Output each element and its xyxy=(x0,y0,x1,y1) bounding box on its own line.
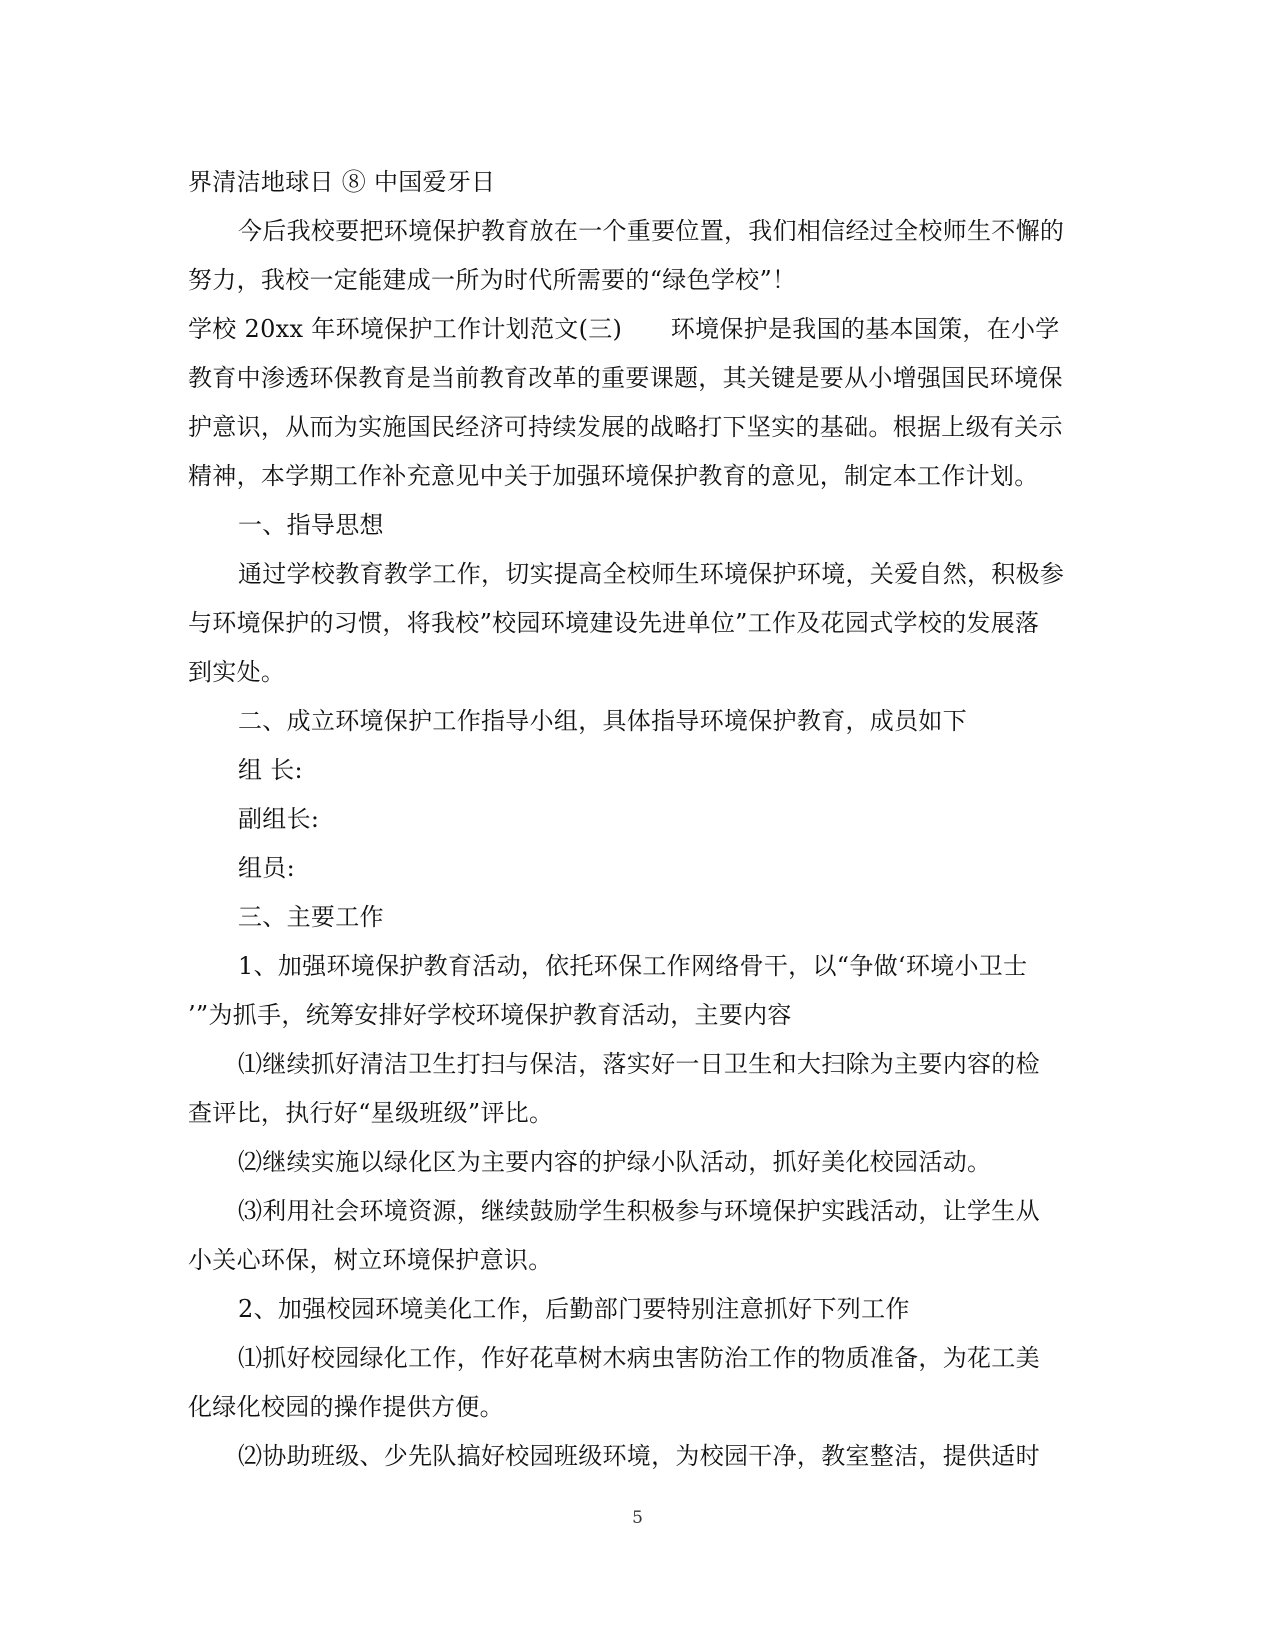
text-line: 2、加强校园环境美化工作，后勤部门要特别注意抓好下列工作 xyxy=(238,1295,910,1323)
text-line: 界清洁地球日 ⑧ 中国爱牙日 xyxy=(188,168,496,196)
text-line: 今后我校要把环境保护教育放在一个重要位置，我们相信经过全校师生不懈的 xyxy=(238,217,1065,245)
heading-guiding-ideology: 一、指导思想 xyxy=(238,511,384,539)
text-line: 到实处。 xyxy=(188,658,286,686)
text-line: 与环境保护的习惯，将我校”校园环境建设先进单位”工作及花园式学校的发展落 xyxy=(188,609,1040,637)
heading-main-work: 三、主要工作 xyxy=(238,903,384,931)
text-line: 小关心环保，树立环境保护意识。 xyxy=(188,1246,553,1274)
section-title-line: 学校 20xx 年环境保护工作计划范文(三) 环境保护是我国的基本国策，在小学 xyxy=(188,315,1060,343)
text-line: 化绿化校园的操作提供方便。 xyxy=(188,1393,504,1421)
page-number: 5 xyxy=(632,1508,643,1528)
text-line: ⑵协助班级、少先队搞好校园班级环境，为校园干净，教室整洁，提供适时 xyxy=(238,1442,1040,1470)
text-line: 通过学校教育教学工作，切实提高全校师生环境保护环境，关爱自然，积极参 xyxy=(238,560,1065,588)
group-leader-line: 组 长: xyxy=(238,756,303,784)
text-line: ⑶利用社会环境资源，继续鼓励学生积极参与环境保护实践活动，让学生从 xyxy=(238,1197,1040,1225)
text-line: 查评比，执行好“星级班级”评比。 xyxy=(188,1099,554,1127)
text-line: 教育中渗透环保教育是当前教育改革的重要课题，其关键是要从小增强国民环境保 xyxy=(188,364,1063,392)
heading-working-group: 二、成立环境保护工作指导小组，具体指导环境保护教育，成员如下 xyxy=(238,707,967,735)
text-line: ⑵继续实施以绿化区为主要内容的护绿小队活动，抓好美化校园活动。 xyxy=(238,1148,992,1176)
text-line: 精神，本学期工作补充意见中关于加强环境保护教育的意见，制定本工作计划。 xyxy=(188,462,1039,490)
text-line: ’”为抓手，统筹安排好学校环境保护教育活动，主要内容 xyxy=(188,1001,792,1029)
text-line: 努力，我校一定能建成一所为时代所需要的“绿色学校”！ xyxy=(188,266,797,294)
page-body xyxy=(188,158,1088,1481)
text-line: ⑴抓好校园绿化工作，作好花草树木病虫害防治工作的物质准备，为花工美 xyxy=(238,1344,1040,1372)
text-line: ⑴继续抓好清洁卫生打扫与保洁，落实好一日卫生和大扫除为主要内容的检 xyxy=(238,1050,1040,1078)
deputy-leader-line: 副组长: xyxy=(238,805,320,833)
text-line: 护意识，从而为实施国民经济可持续发展的战略打下坚实的基础。根据上级有关示 xyxy=(188,413,1063,441)
group-members-line: 组员: xyxy=(238,854,295,882)
text-line: 1、加强环境保护教育活动，依托环保工作网络骨干，以“争做‘环境小卫士 xyxy=(238,952,1028,980)
